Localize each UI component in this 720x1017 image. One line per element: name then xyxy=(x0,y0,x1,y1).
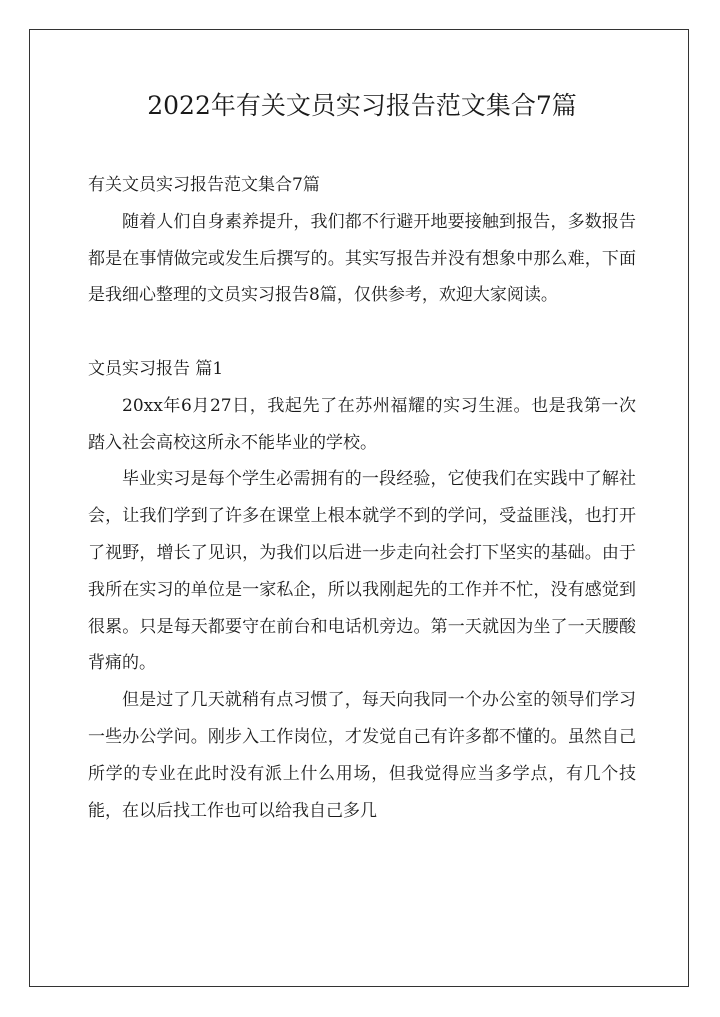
intro-paragraph: 随着人们自身素养提升，我们都不行避开地要接触到报告，多数报告都是在事情做完或发生后撰写的。其实写报告并没有想象中那么难，下面是我细心整理的文员实习报告8篇，仅供参考，欢迎大家阅读。 xyxy=(88,211,636,306)
document-title: 2022年有关文员实习报告范文集合7篇 xyxy=(147,91,577,120)
paragraph-gap xyxy=(88,314,636,351)
document-body xyxy=(88,167,636,829)
document-subtitle: 有关文员实习报告范文集合7篇 xyxy=(88,175,320,195)
section-heading: 文员实习报告 篇1 xyxy=(88,358,224,379)
body-paragraph-1: 20xx年6月27日，我起先了在苏州福耀的实习生涯。也是我第一次踏入社会高校这所永不能毕业的学校。 xyxy=(88,395,636,453)
body-paragraph-3: 但是过了几天就稍有点习惯了，每天向我同一个办公室的领导们学习一些办公学问。刚步入工作岗位，才发觉自己有许多都不懂的。虽然自己所学的专业在此时没有派上什么用场，但我觉得应当多学点，有几个技能，在以后找工作也可以给我自己多几 xyxy=(88,690,636,821)
body-paragraph-2: 毕业实习是每个学生必需拥有的一段经验，它使我们在实践中了解社会，让我们学到了许多在课堂上根本就学不到的学问，受益匪浅，也打开了视野，增长了见识，为我们以后进一步走向社会打下坚实的基础。由于我所在实习的单位是一家私企，所以我刚起先的工作并不忙，没有感觉到很累。只是每天都要守在前台和电话机旁边。第一天就因为坐了一天腰酸背痛的。 xyxy=(88,469,636,674)
